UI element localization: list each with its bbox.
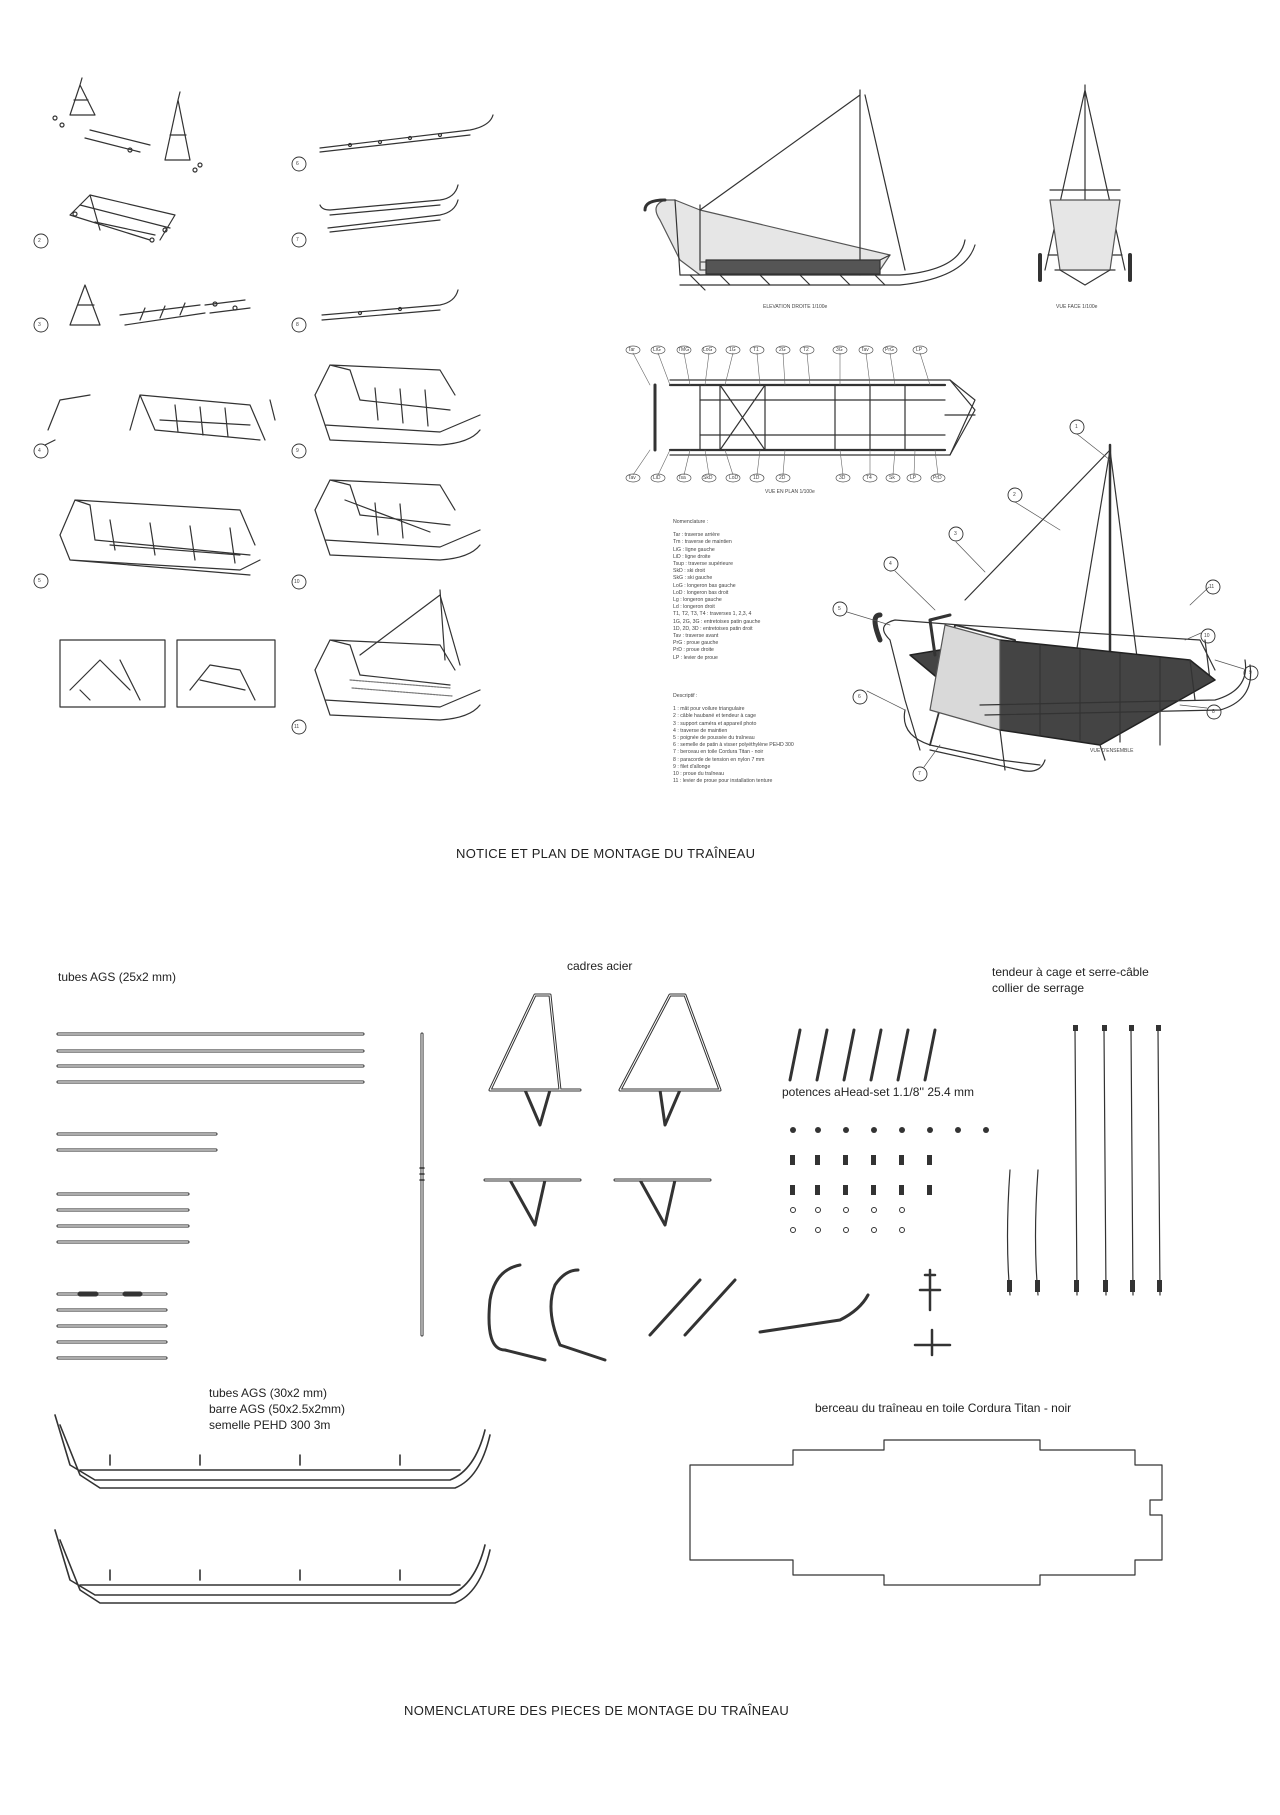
legend-line: LoD : longeron bas droit xyxy=(673,589,729,596)
elevation-view xyxy=(645,90,975,290)
detail-boxes xyxy=(60,640,275,707)
tube-markers xyxy=(80,1168,424,1294)
plan-tag: PrG xyxy=(885,347,894,353)
plan-tag: 3G xyxy=(836,347,843,353)
legend-line: Ld : longeron droit xyxy=(673,604,715,611)
callout-number: 9 xyxy=(1249,670,1252,676)
plan-leaders xyxy=(633,353,938,475)
legend-line: SkG : ski gauche xyxy=(673,575,713,582)
callout-number: 3 xyxy=(954,531,957,537)
step-5-number: 5 xyxy=(38,578,41,584)
plan-tag: TMG xyxy=(678,347,690,353)
legend-line: 8 : paracorde de tension en nylon 7 mm xyxy=(673,756,765,763)
plan-tag: Tav xyxy=(861,347,869,353)
view-face-title: VUE FACE 1/100e xyxy=(1056,304,1098,310)
legend-line: 10 : proue du traîneau xyxy=(673,771,725,778)
legend-line: LP : levier de proue xyxy=(673,654,718,661)
step-8-sketch xyxy=(322,290,458,320)
mast-support xyxy=(915,1270,950,1355)
callout-number: 8 xyxy=(1212,709,1215,715)
legend-line: 7 : berceau en toile Cordura Titan - noir xyxy=(673,749,764,756)
legend-line: Tav : traverse avant xyxy=(673,633,719,640)
step-8-number: 8 xyxy=(296,322,299,328)
label-tubes-30-3: semelle PEHD 300 3m xyxy=(209,1418,331,1432)
nomenclature-title: Nomenclature : xyxy=(673,519,709,525)
plan-tag: PrD xyxy=(933,475,942,481)
view-ensemble-title: VUE D'ENSEMBLE xyxy=(1090,748,1134,754)
legend-line: Lg : longeron gauche xyxy=(673,597,722,604)
step-11-number: 11 xyxy=(294,724,300,730)
view-elevation-title: ELEVATION DROITE 1/100e xyxy=(763,304,828,310)
legend-line: T1, T2, T3, T4 : traverses 1, 2,3, 4 xyxy=(673,611,752,618)
tendeur-clips xyxy=(1007,1025,1162,1292)
step-9-number: 9 xyxy=(296,448,299,454)
plan-tag: SkD xyxy=(703,475,713,481)
legend-line: 1G, 2G, 3G : entretoises patin gauche xyxy=(673,618,761,625)
plan-tag-ovals xyxy=(626,346,945,482)
legend-line: 6 : semelle de patin à visser polyéthylène PEHD 300 xyxy=(673,742,794,749)
plan-tag: LiG xyxy=(653,347,661,353)
step-10-number: 10 xyxy=(294,579,300,585)
plan-tag: LP xyxy=(916,347,923,353)
plan-tag: 2D xyxy=(779,475,786,481)
callout-number: 6 xyxy=(858,694,861,700)
legend-line: Tar : traverse arrière xyxy=(673,532,720,539)
plan-tag: 2G xyxy=(779,347,786,353)
plan-tag: T2 xyxy=(803,347,809,353)
step-9-sketch xyxy=(315,365,480,445)
view-plan-title: VUE EN PLAN 1/100e xyxy=(765,489,815,495)
plan-tag: LoD xyxy=(729,475,739,481)
legend-line: LiG : ligne gauche xyxy=(673,546,715,553)
label-tendeur-2: collier de serrage xyxy=(992,981,1085,995)
caption-parts: NOMENCLATURE DES PIECES DE MONTAGE DU TRAÎNEAU xyxy=(404,1703,790,1718)
callout-number: 1 xyxy=(1075,424,1078,430)
plan-tag: Tav xyxy=(628,475,636,481)
step-4-number: 4 xyxy=(38,448,41,454)
potences xyxy=(790,1030,935,1080)
legend-line: 2 : câble haubané et tendeur à cage xyxy=(673,713,757,720)
bolts-grid xyxy=(790,1127,989,1195)
label-berceau: berceau du traîneau en toile Cordura Titan - noir xyxy=(815,1401,1072,1415)
plan-view xyxy=(655,380,975,455)
plan-tag: 3D xyxy=(839,475,846,481)
face-view xyxy=(1040,85,1130,285)
legend-line: 1 : mât pour voilure triangulaire xyxy=(673,706,745,713)
ensemble-view xyxy=(875,445,1251,771)
nomenclature-legend xyxy=(673,519,760,662)
tubes-25-long xyxy=(58,1034,422,1358)
caption-assembly: NOTICE ET PLAN DE MONTAGE DU TRAÎNEAU xyxy=(456,846,756,861)
step-6-sketch xyxy=(320,115,493,152)
step-7-number: 7 xyxy=(296,237,299,243)
label-cadres: cadres acier xyxy=(567,959,633,973)
step-4-sketch xyxy=(45,395,275,445)
step-10-sketch xyxy=(315,480,480,560)
callout-number: 5 xyxy=(838,606,841,612)
plan-tag: LP xyxy=(910,475,917,481)
label-tubes-30-1: tubes AGS (30x2 mm) xyxy=(209,1386,328,1400)
step-circles xyxy=(34,157,306,734)
plan-tag: T1 xyxy=(753,347,759,353)
plan-tag: 1G xyxy=(729,347,736,353)
callout-number: 7 xyxy=(918,771,921,777)
step-7-sketch xyxy=(320,185,458,232)
plan-tag: Tsa xyxy=(678,475,686,481)
callout-number: 2 xyxy=(1013,492,1016,498)
descriptif-legend xyxy=(673,693,794,785)
legend-line: LoG : longeron bas gauche xyxy=(673,582,736,589)
legend-line: PrG : proue gauche xyxy=(673,640,719,647)
step-2-number: 2 xyxy=(38,238,41,244)
label-potences: potences aHead-set 1.1/8'' 25.4 mm xyxy=(782,1085,975,1099)
label-tendeur-1: tendeur à cage et serre-câble xyxy=(992,965,1149,979)
legend-line: 11 : levier de proue pour installation tenture xyxy=(673,778,773,785)
washers xyxy=(791,1208,905,1233)
plan-tag: Sk xyxy=(889,475,895,481)
step-3-sketch xyxy=(70,285,250,325)
legend-line: 5 : poignée de poussée du traîneau xyxy=(673,735,755,742)
berceau-pattern xyxy=(690,1440,1162,1585)
tendeurs xyxy=(1008,1030,1161,1295)
legend-line: LiD : ligne droite xyxy=(673,553,711,560)
legend-line: 3 : support caméra et appareil photo xyxy=(673,720,757,727)
plan-tag: LiD xyxy=(653,475,661,481)
plan-tag: 1D xyxy=(753,475,760,481)
callout-number: 10 xyxy=(1204,633,1210,639)
plan-tag: LoG xyxy=(703,347,713,353)
cadres-acier xyxy=(485,995,868,1360)
callout-number: 11 xyxy=(1209,584,1215,590)
step-1-sketch xyxy=(53,78,202,172)
legend-line: Tsup : traverse supérieure xyxy=(673,561,733,568)
step-5-sketch xyxy=(60,500,260,575)
legend-line: 9 : filet d'allonge xyxy=(673,763,711,770)
legend-line: 1D, 2D, 3D : entretoises patin droit xyxy=(673,625,753,632)
step-3-number: 3 xyxy=(38,322,41,328)
callout-number: 4 xyxy=(889,561,892,567)
step-2-sketch xyxy=(70,195,175,242)
step-11-sketch xyxy=(315,590,480,720)
plan-tag: T4 xyxy=(866,475,872,481)
plan-tag: Tar xyxy=(628,347,635,353)
legend-line: PrD : proue droite xyxy=(673,647,714,654)
runners xyxy=(55,1415,490,1603)
legend-line: Tm : traverse de maintien xyxy=(673,539,732,546)
descriptif-title: Descriptif : xyxy=(673,693,698,699)
step-6-number: 6 xyxy=(296,161,299,167)
label-tubes-30-2: barre AGS (50x2.5x2mm) xyxy=(209,1402,346,1416)
legend-line: SkD : ski droit xyxy=(673,568,705,575)
label-tubes-25: tubes AGS (25x2 mm) xyxy=(58,970,177,984)
legend-line: 4 : traverse de maintien xyxy=(673,727,728,734)
